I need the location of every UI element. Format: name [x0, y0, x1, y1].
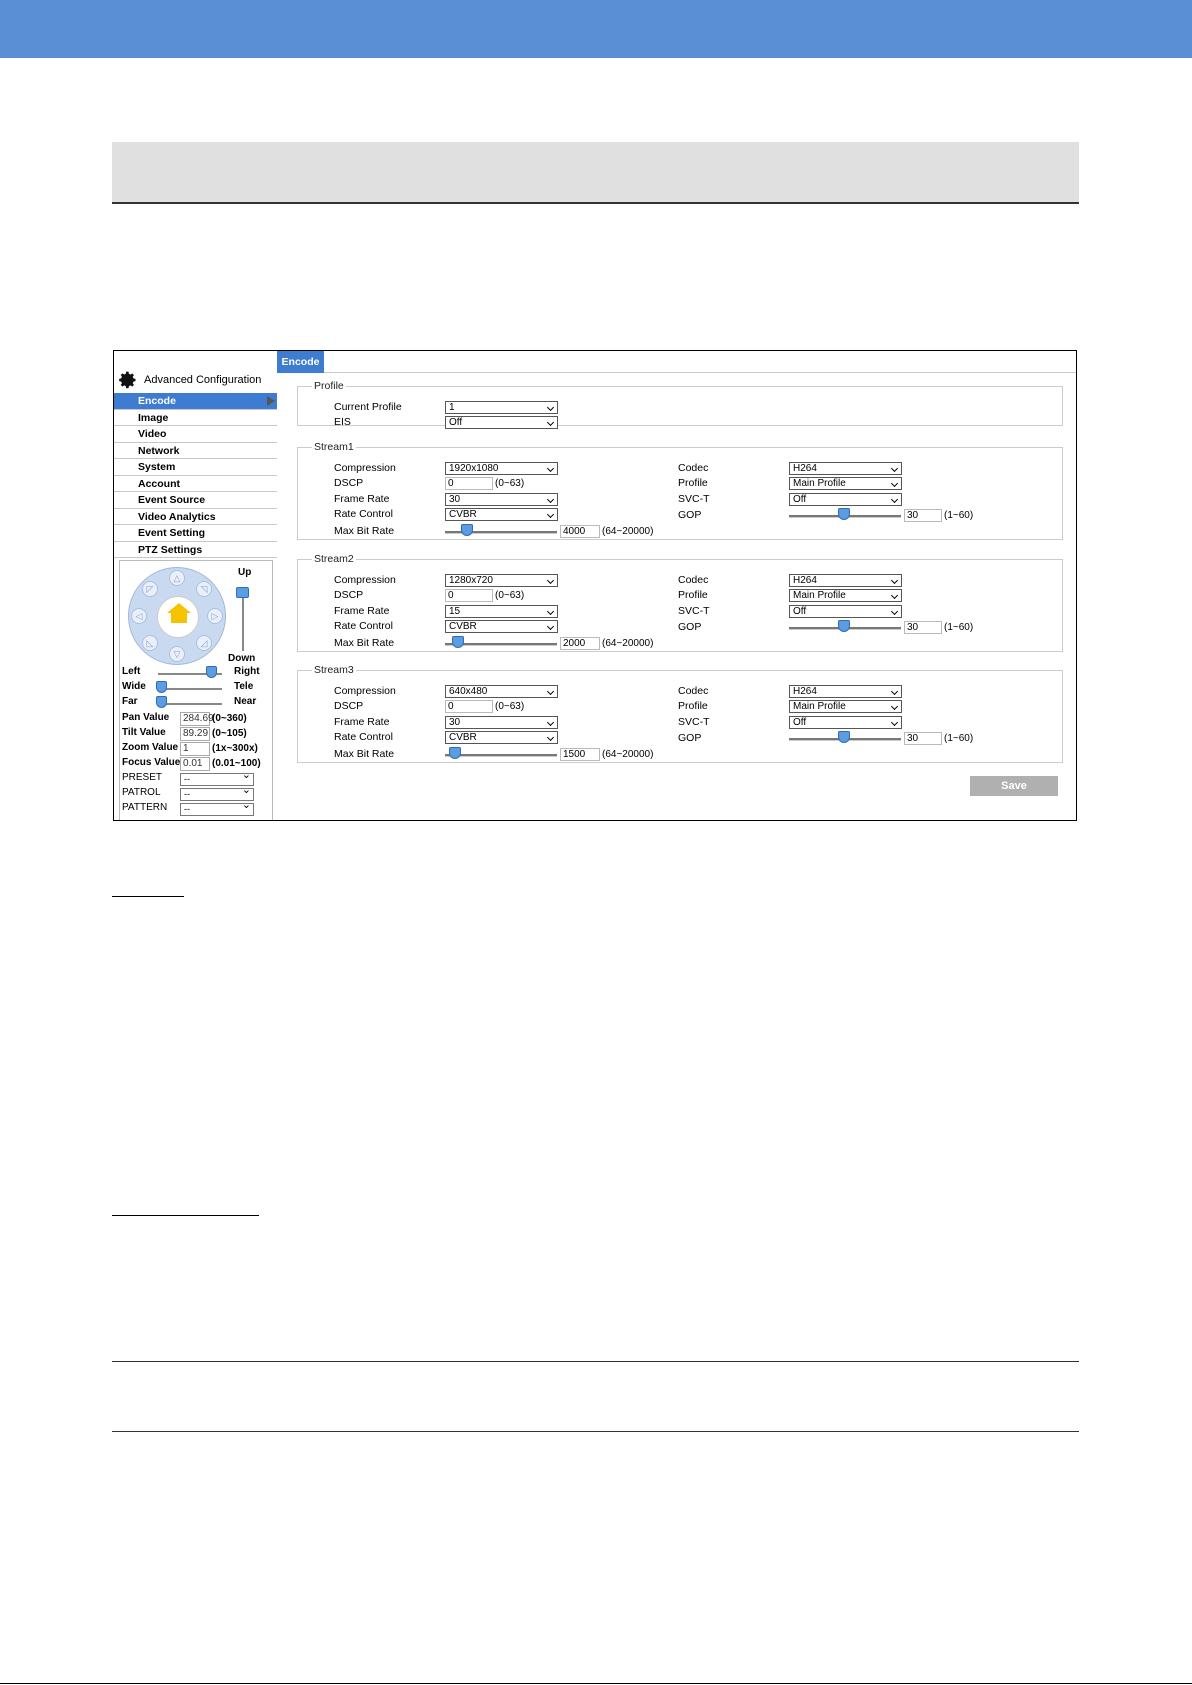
frame-rate-label: Frame Rate — [334, 716, 390, 728]
compression-label: Compression — [334, 685, 396, 697]
dscp-range-hint: (0~63) — [495, 590, 525, 601]
gop-range-hint: (1~60) — [944, 510, 974, 521]
arrow-left-icon[interactable]: ◁ — [131, 608, 147, 624]
stream3-dscp-input[interactable]: 0 — [445, 700, 493, 713]
gop-range-hint: (1~60) — [944, 622, 974, 633]
dscp-range-hint: (0~63) — [495, 701, 525, 712]
stream2-codec-select[interactable]: H264 — [789, 574, 902, 587]
stream2-gop-input[interactable]: 30 — [904, 621, 942, 634]
rate-control-label: Rate Control — [334, 731, 393, 743]
frame-rate-label: Frame Rate — [334, 493, 390, 505]
tilt-value-label: Tilt Value — [122, 727, 166, 738]
arrow-right-icon[interactable]: ▷ — [207, 608, 223, 624]
max-bit-rate-label: Max Bit Rate — [334, 525, 395, 537]
focus-far-label: Far — [122, 696, 138, 707]
stream3-max-bit-rate-input[interactable]: 1500 — [560, 748, 600, 761]
sidebar-item-label: Network — [138, 444, 180, 457]
patrol-select[interactable]: -- ⌄ — [180, 788, 254, 801]
home-icon-body — [171, 613, 187, 623]
main-panel — [277, 351, 1077, 821]
stream1-gop-input[interactable]: 30 — [904, 509, 942, 522]
stream2-compression-select[interactable]: 1280x720 — [445, 574, 558, 587]
arrow-up-right-icon[interactable]: ◹ — [196, 581, 212, 597]
ptz-home-button[interactable] — [157, 596, 199, 638]
stream1-svc-t-select[interactable]: Off — [789, 493, 902, 506]
eis-select[interactable]: Off — [445, 416, 558, 429]
tilt-up-label: Up — [238, 567, 252, 578]
sidebar-item-ptz-settings[interactable] — [114, 542, 277, 559]
sidebar-item-event-source[interactable] — [114, 492, 277, 509]
tilt-value-field[interactable]: 89.29 — [180, 727, 210, 741]
tilt-value-row — [122, 727, 166, 741]
stream1-gop-slider-thumb[interactable] — [838, 508, 850, 520]
pan-value-label: Pan Value — [122, 712, 170, 723]
underline-heading-2 — [112, 1215, 259, 1216]
stream1-frame-rate-select[interactable]: 30 — [445, 493, 558, 506]
focus-slider-thumb[interactable] — [156, 696, 167, 708]
tab-bar — [277, 351, 1077, 373]
sidebar-item-event-setting[interactable] — [114, 525, 277, 542]
stream1-bitrate-slider-thumb[interactable] — [461, 524, 473, 536]
pan-value-field[interactable]: 284.69 — [180, 712, 210, 726]
bitrate-range-hint: (64~20000) — [602, 638, 654, 649]
focus-value-row — [122, 757, 180, 771]
stream3-group — [297, 664, 1063, 763]
sidebar-title: Advanced Configuration — [144, 374, 262, 386]
stream2-bitrate-slider-thumb[interactable] — [452, 636, 464, 648]
dscp-range-hint: (0~63) — [495, 478, 525, 489]
home-icon — [167, 603, 191, 613]
stream2-legend: Stream2 — [314, 553, 354, 565]
tab-encode[interactable]: Encode — [277, 351, 324, 373]
pattern-select[interactable]: -- ⌄ — [180, 803, 254, 816]
sidebar-item-label: Account — [138, 477, 180, 490]
stream1-profile-select[interactable]: Main Profile — [789, 477, 902, 490]
preset-row — [122, 772, 162, 786]
profile-label: Profile — [678, 700, 708, 712]
sidebar-item-label: Event Setting — [138, 527, 206, 539]
sidebar-item-encode[interactable] — [114, 393, 277, 410]
compression-label: Compression — [334, 574, 396, 586]
stream3-codec-select[interactable]: H264 — [789, 685, 902, 698]
sidebar-item-label: Video — [138, 428, 167, 440]
sidebar-item-video[interactable] — [114, 426, 277, 443]
page-header-band — [0, 0, 1192, 58]
bitrate-range-hint: (64~20000) — [602, 526, 654, 537]
sidebar-menu — [114, 393, 277, 558]
stream2-profile-select[interactable]: Main Profile — [789, 589, 902, 602]
stream1-codec-select[interactable]: H264 — [789, 462, 902, 475]
pan-slider-thumb[interactable] — [206, 666, 217, 678]
focus-value-label: Focus Value — [122, 757, 181, 768]
pattern-row — [122, 802, 167, 816]
preset-select[interactable]: -- ⌄ — [180, 773, 254, 786]
stream2-max-bit-rate-input[interactable]: 2000 — [560, 637, 600, 650]
patrol-row — [122, 787, 161, 801]
arrow-down-left-icon[interactable]: ◺ — [142, 635, 158, 651]
stream1-dscp-input[interactable]: 0 — [445, 477, 493, 490]
stream2-frame-rate-select[interactable]: 15 — [445, 605, 558, 618]
stream1-legend: Stream1 — [314, 441, 354, 453]
stream2-group — [297, 553, 1063, 652]
current-profile-select[interactable]: 1 — [445, 401, 558, 414]
zoom-range: (1x~300x) — [212, 743, 258, 754]
sidebar-item-video-analytics[interactable] — [114, 509, 277, 526]
stream2-dscp-input[interactable]: 0 — [445, 589, 493, 602]
section-title-box — [112, 142, 1079, 204]
tilt-slider-track[interactable] — [242, 589, 244, 651]
max-bit-rate-label: Max Bit Rate — [334, 637, 395, 649]
stream3-gop-input[interactable]: 30 — [904, 732, 942, 745]
zoom-tele-label: Tele — [234, 681, 254, 692]
caret-right-icon — [267, 396, 275, 406]
current-profile-label: Current Profile — [334, 401, 402, 413]
compression-label: Compression — [334, 462, 396, 474]
stream1-rate-control-select[interactable]: CVBR — [445, 508, 558, 521]
pan-range: (0~360) — [212, 713, 247, 724]
stream3-compression-select[interactable]: 640x480 — [445, 685, 558, 698]
gop-label: GOP — [678, 621, 702, 633]
pan-value-row — [122, 712, 169, 726]
dscp-label: DSCP — [334, 477, 364, 489]
focus-near-label: Near — [234, 696, 257, 707]
stream3-bitrate-slider-track[interactable] — [445, 754, 557, 757]
sidebar-item-label: PTZ Settings — [138, 543, 203, 556]
pan-right-label: Right — [234, 666, 260, 677]
sidebar — [114, 351, 277, 821]
tilt-range: (0~105) — [212, 728, 247, 739]
stream2-svc-t-select[interactable]: Off — [789, 605, 902, 618]
pattern-label: PATTERN — [122, 802, 168, 813]
sidebar-item-account[interactable] — [114, 476, 277, 493]
sidebar-item-label: System — [138, 461, 176, 473]
profile-label: Profile — [678, 589, 708, 601]
zoom-value-row — [122, 742, 178, 756]
zoom-wide-label: Wide — [122, 681, 146, 692]
stream3-bitrate-slider-thumb[interactable] — [449, 747, 461, 759]
focus-value-field[interactable]: 0.01 — [180, 757, 210, 771]
pan-left-label: Left — [122, 666, 141, 677]
sidebar-header — [118, 369, 278, 391]
stream3-frame-rate-select[interactable]: 30 — [445, 716, 558, 729]
note-rule-top — [112, 1361, 1079, 1362]
zoom-value-label: Zoom Value — [122, 742, 179, 753]
stream3-svc-t-select[interactable]: Off — [789, 716, 902, 729]
rate-control-label: Rate Control — [334, 620, 393, 632]
arrow-down-right-icon[interactable]: ◿ — [196, 635, 212, 651]
bitrate-range-hint: (64~20000) — [602, 749, 654, 760]
svc-t-label: SVC-T — [678, 605, 710, 617]
stream3-legend: Stream3 — [314, 664, 354, 676]
stream1-compression-select[interactable]: 1920x1080 — [445, 462, 558, 475]
stream1-group — [297, 441, 1063, 540]
sidebar-item-label: Event Source — [138, 494, 206, 506]
profile-label: Profile — [678, 477, 708, 489]
frame-rate-label: Frame Rate — [334, 605, 390, 617]
dscp-label: DSCP — [334, 589, 364, 601]
stream2-gop-slider-thumb[interactable] — [838, 620, 850, 632]
focus-range: (0.01~100) — [212, 758, 261, 769]
tilt-down-label: Down — [228, 653, 256, 664]
tilt-slider-thumb[interactable] — [236, 587, 249, 598]
stream3-profile-select[interactable]: Main Profile — [789, 700, 902, 713]
zoom-slider-track[interactable] — [158, 688, 222, 690]
sidebar-item-system[interactable] — [114, 459, 277, 476]
stream2-rate-control-select[interactable]: CVBR — [445, 620, 558, 633]
save-button[interactable]: Save — [970, 776, 1058, 796]
zoom-value-field[interactable]: 1 — [180, 742, 210, 756]
focus-slider-track[interactable] — [158, 703, 222, 705]
codec-label: Codec — [678, 685, 709, 697]
ptz-direction-pad[interactable] — [128, 567, 226, 665]
zoom-slider-thumb[interactable] — [156, 681, 167, 693]
gop-label: GOP — [678, 509, 702, 521]
codec-label: Codec — [678, 574, 709, 586]
settings-screenshot — [113, 350, 1077, 821]
stream1-max-bit-rate-input[interactable]: 4000 — [560, 525, 600, 538]
svc-t-label: SVC-T — [678, 493, 710, 505]
underline-heading-1 — [112, 896, 184, 897]
sidebar-item-label: Image — [138, 411, 169, 424]
arrow-down-icon[interactable]: ▽ — [169, 646, 185, 662]
patrol-label: PATROL — [122, 787, 161, 798]
stream3-rate-control-select[interactable]: CVBR — [445, 731, 558, 744]
sidebar-item-label: Encode — [138, 395, 176, 407]
max-bit-rate-label: Max Bit Rate — [334, 748, 395, 760]
dscp-label: DSCP — [334, 700, 364, 712]
profile-legend: Profile — [314, 380, 344, 392]
sidebar-item-label: Video Analytics — [138, 510, 216, 523]
eis-label: EIS — [334, 416, 351, 428]
profile-group — [297, 380, 1063, 426]
ptz-control-panel — [119, 560, 273, 821]
svc-t-label: SVC-T — [678, 716, 710, 728]
arrow-up-left-icon[interactable]: ◸ — [142, 581, 158, 597]
stream3-gop-slider-thumb[interactable] — [838, 731, 850, 743]
gop-label: GOP — [678, 732, 702, 744]
gear-icon — [118, 370, 138, 390]
preset-label: PRESET — [122, 772, 163, 783]
rate-control-label: Rate Control — [334, 508, 393, 520]
codec-label: Codec — [678, 462, 709, 474]
sidebar-item-network[interactable] — [114, 443, 277, 460]
gop-range-hint: (1~60) — [944, 733, 974, 744]
footer-rule — [0, 1683, 1192, 1684]
arrow-up-icon[interactable]: △ — [169, 570, 185, 586]
note-rule-bottom — [112, 1431, 1079, 1432]
sidebar-item-image[interactable] — [114, 410, 277, 427]
